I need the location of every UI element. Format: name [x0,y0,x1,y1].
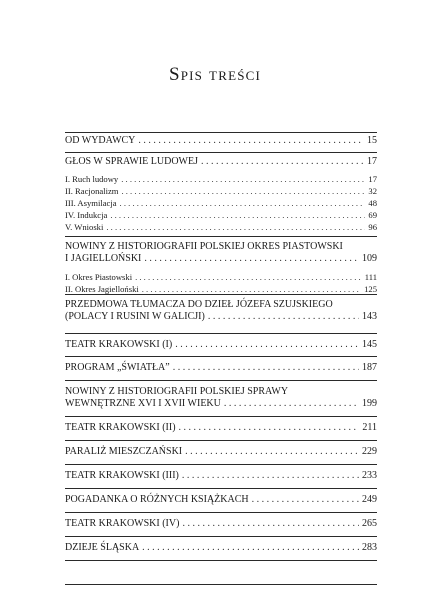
entry-page: 109 [362,253,377,264]
entry-page: 211 [362,422,377,433]
entry-title: I. Ruch ludowy [65,174,119,184]
divider [65,512,377,513]
divider [65,536,377,537]
toc-entry[interactable] [65,386,377,412]
entry-title: I. Okres Piastowski [65,272,133,282]
divider [65,380,377,381]
toc-entry[interactable] [65,542,377,554]
page-title: Spis treści [168,64,262,85]
entry-title: OD WYDAWCY [65,135,136,146]
toc-entry[interactable] [65,446,377,458]
toc-subentry[interactable] [65,197,377,209]
toc-entry[interactable] [65,339,377,351]
entry-title: II. Racjonalizm [65,186,119,196]
entry-title: WEWNĘTRZNE XVI I XVII WIEKU [65,398,221,409]
toc-entry[interactable] [65,518,377,530]
entry-title: PROGRAM „ŚWIATŁA” [65,362,170,373]
entry-title: GŁOS W SPRAWIE LUDOWEJ [65,156,198,167]
entry-title: TEATR KRAKOWSKI (IV) [65,518,180,529]
entry-title: TEATR KRAKOWSKI (III) [65,470,179,481]
toc-entry[interactable] [65,470,377,482]
toc-entry[interactable] [65,135,377,147]
divider [65,236,377,237]
entry-page: 249 [362,494,377,505]
toc-subentry[interactable] [65,283,377,295]
toc-entry[interactable] [65,494,377,506]
toc-subentry[interactable] [65,173,377,185]
entry-page: 283 [362,542,377,553]
entry-title: DZIEJE ŚLĄSKA [65,542,140,553]
divider [65,333,377,334]
entry-title: POGADANKA O RÓŻNYCH KSIĄŻKACH [65,494,249,505]
entry-page: 96 [368,222,377,232]
toc-subentry[interactable] [65,185,377,197]
entry-title: (POLACY I RUSINI W GALICJI) [65,311,205,322]
entry-page: 17 [367,156,377,167]
entry-title: I JAGIELLOŃSKI [65,253,142,264]
toc-entry[interactable] [65,156,377,168]
divider [65,584,377,585]
toc-subentry[interactable] [65,221,377,233]
entry-title-line1: NOWINY Z HISTORIOGRAFII POLSKIEJ SPRAWY [65,386,289,397]
entry-title: V. Wnioski [65,222,104,232]
toc-entry[interactable] [65,299,377,325]
entry-title: IV. Indukcja [65,210,108,220]
entry-page: 15 [367,135,377,146]
divider [65,356,377,357]
entry-page: 17 [368,174,377,184]
entry-page: 111 [364,272,377,282]
entry-title: TEATR KRAKOWSKI (II) [65,422,176,433]
toc-entry[interactable] [65,422,377,434]
entry-page: 69 [368,210,377,220]
divider [65,560,377,561]
divider [65,440,377,441]
entry-page: 125 [364,284,377,294]
divider [65,416,377,417]
entry-page: 145 [362,339,377,350]
entry-page: 199 [362,398,377,409]
entry-page: 48 [368,198,377,208]
entry-title-line1: NOWINY Z HISTORIOGRAFII POLSKIEJ OKRES PIASTOWSKI [65,241,343,252]
entry-page: 233 [362,470,377,481]
entry-title: PARALIŻ MIESZCZAŃSKI [65,446,183,457]
toc-subentry[interactable] [65,209,377,221]
entry-page: 265 [362,518,377,529]
divider [65,152,377,153]
toc-entry[interactable] [65,362,377,374]
divider [65,488,377,489]
entry-title: II. Okres Jagielloński [65,284,139,294]
entry-page: 187 [362,362,377,373]
entry-title-line1: PRZEDMOWA TŁUMACZA DO DZIEŁ JÓZEFA SZUJSKIEGO [65,299,333,310]
divider [65,132,377,133]
entry-page: 229 [362,446,377,457]
entry-title: TEATR KRAKOWSKI (I) [65,339,173,350]
entry-title: III. Asymilacja [65,198,117,208]
toc-entry[interactable] [65,241,377,267]
entry-page: 32 [368,186,377,196]
toc-subentry[interactable] [65,271,377,283]
entry-page: 143 [362,311,377,322]
divider [65,464,377,465]
